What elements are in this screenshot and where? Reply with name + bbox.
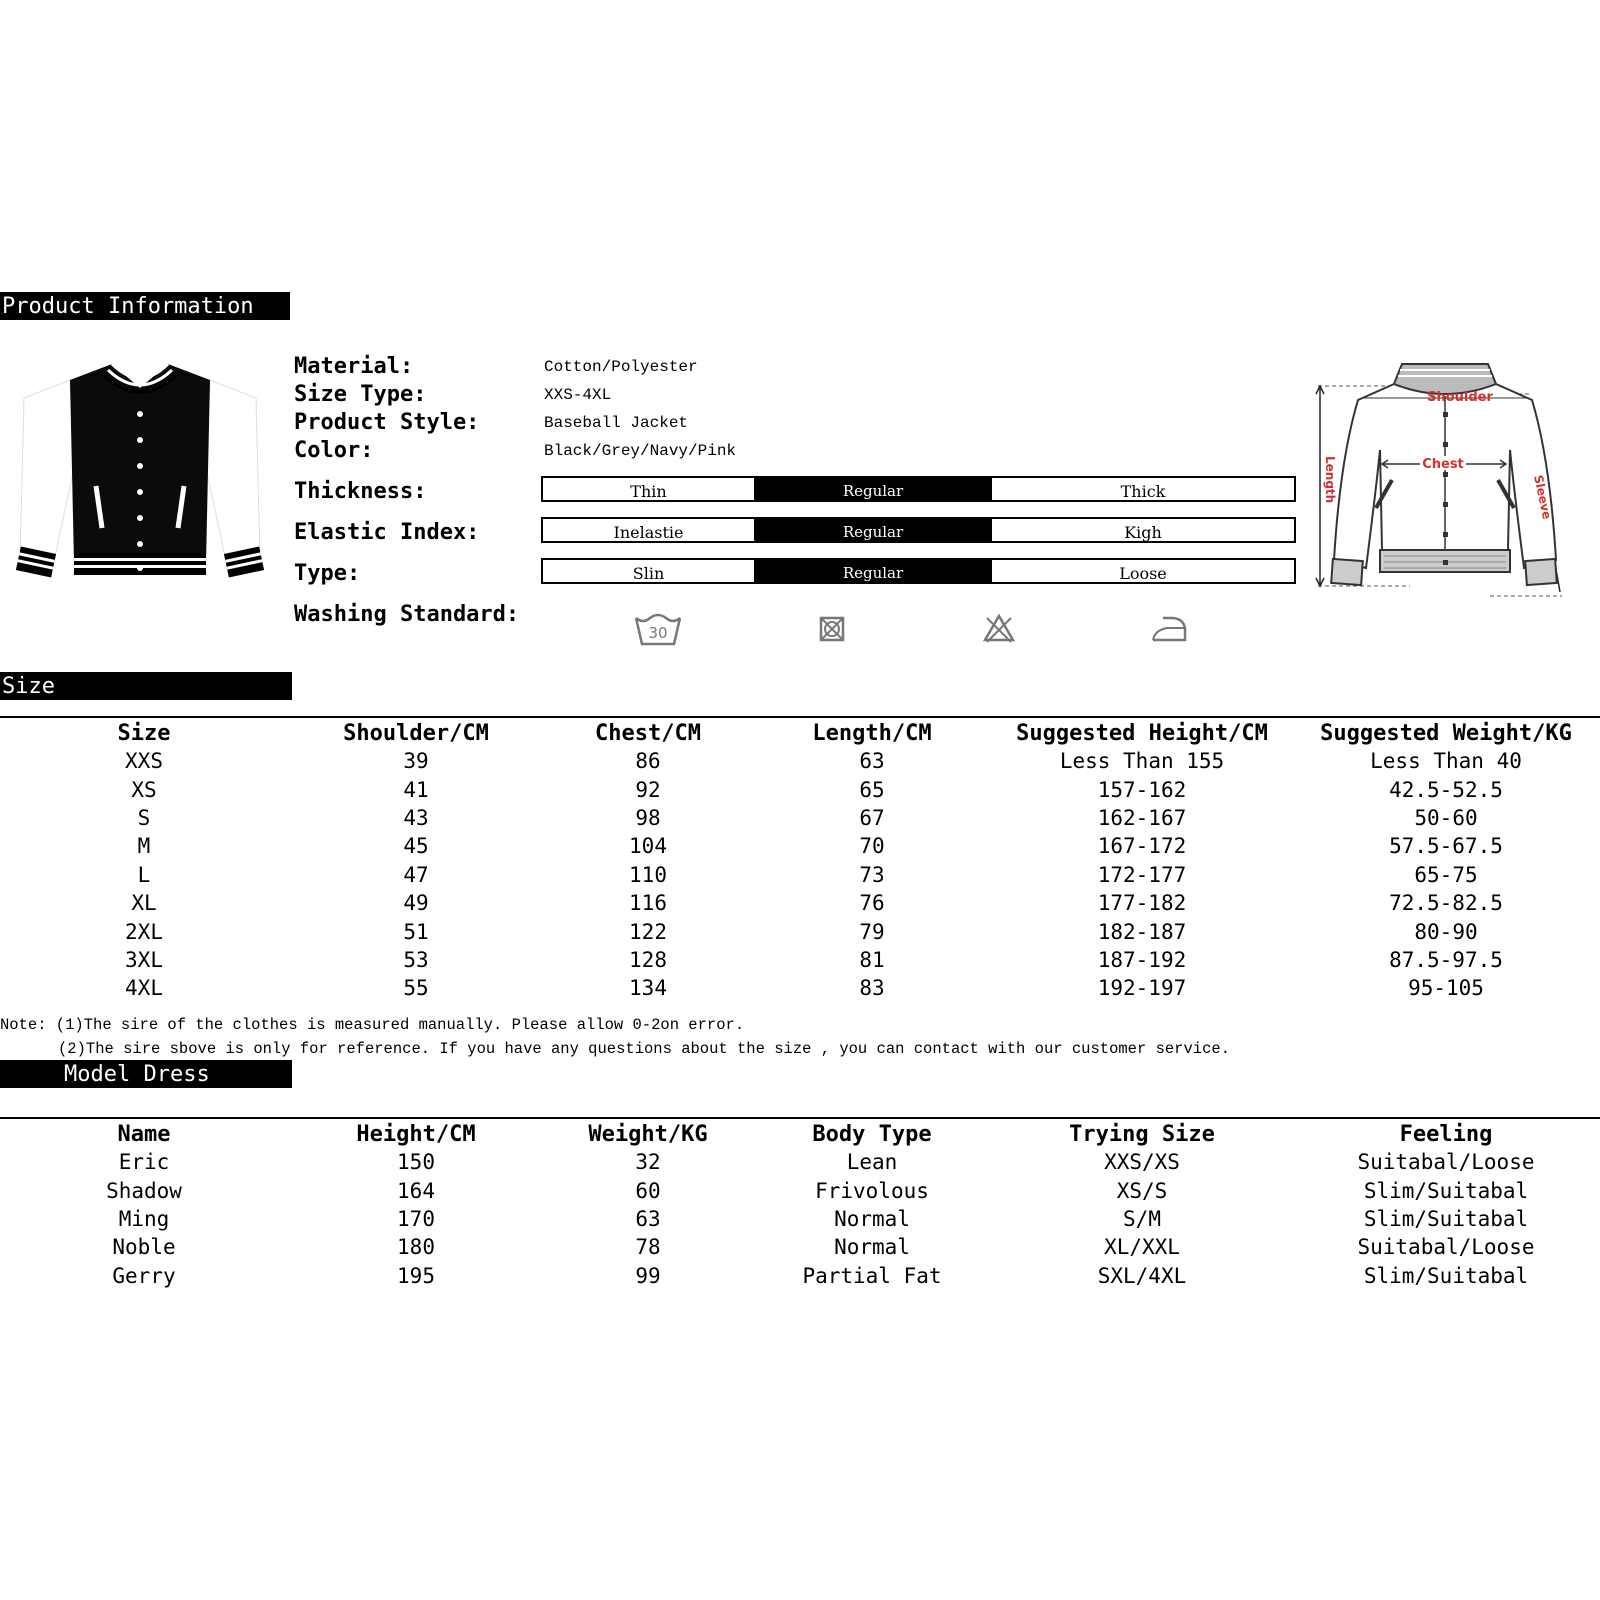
iron-icon	[1145, 608, 1193, 648]
type-scale	[541, 558, 1296, 584]
cell: 4XL	[125, 976, 163, 1001]
cell: XS/S	[1116, 1178, 1168, 1203]
elastic-option: Kigh	[1124, 522, 1162, 542]
color-value: Black/Grey/Navy/Pink	[544, 442, 737, 460]
column-header: Height/CM	[356, 1121, 476, 1147]
cell: Shadow	[106, 1178, 182, 1203]
cell: 39	[403, 749, 429, 774]
cell: 57.5-67.5	[1389, 834, 1503, 859]
cell: S	[137, 805, 151, 830]
no-bleach-icon	[975, 608, 1023, 648]
cell: XXS/XS	[1104, 1150, 1180, 1175]
cell: 70	[859, 834, 885, 859]
cell: 2XL	[125, 919, 163, 944]
cell: 157-162	[1097, 777, 1187, 802]
size-type-label: Size Type:	[294, 382, 427, 407]
cell: Slim/Suitabal	[1363, 1206, 1529, 1231]
cell: 65-75	[1414, 862, 1478, 887]
cell: Suitabal/Loose	[1357, 1235, 1535, 1260]
cell: 67	[859, 805, 885, 830]
cell: 192-197	[1097, 976, 1187, 1001]
cell: 41	[403, 777, 429, 802]
cell: 65	[859, 777, 885, 802]
model-table	[0, 1120, 1600, 1290]
column-header: Body Type	[812, 1121, 932, 1147]
wash-30-icon	[634, 608, 682, 648]
cell: 187-192	[1097, 947, 1187, 972]
cell: 81	[859, 947, 885, 972]
cell: 177-182	[1097, 891, 1187, 916]
material-value: Cotton/Polyester	[544, 358, 698, 376]
svg-text:Sleeve: Sleeve	[1531, 473, 1555, 521]
cell: 49	[403, 891, 429, 916]
cell: 172-177	[1097, 862, 1187, 887]
elastic-option-selected: Regular	[754, 519, 992, 541]
cell: 164	[397, 1178, 435, 1203]
cell: 116	[629, 891, 667, 916]
cell: 98	[635, 805, 661, 830]
product-style-label: Product Style:	[294, 410, 480, 435]
cell: 99	[635, 1263, 661, 1288]
cell: 182-187	[1097, 919, 1187, 944]
table-row	[0, 804, 1600, 832]
cell: XS	[131, 777, 157, 802]
cell: Suitabal/Loose	[1357, 1150, 1535, 1175]
cell: M	[137, 834, 151, 859]
table-row	[0, 974, 1600, 1002]
size-type-value: XXS-4XL	[544, 386, 612, 404]
cell: 45	[403, 834, 429, 859]
elastic-index-label: Elastic Index:	[294, 520, 480, 545]
table-row	[0, 775, 1600, 803]
cell: XL	[131, 891, 157, 916]
table-row	[0, 1262, 1600, 1290]
cell: 55	[403, 976, 429, 1001]
cell: Ming	[118, 1206, 170, 1231]
cell: 47	[403, 862, 429, 887]
washing-standard-label: Washing Standard:	[294, 602, 520, 627]
cell: 95-105	[1408, 976, 1484, 1001]
elastic-scale	[541, 517, 1296, 543]
svg-text:Length: Length	[1323, 456, 1337, 504]
cell: 128	[629, 947, 667, 972]
cell: SXL/4XL	[1097, 1263, 1187, 1288]
type-option-selected: Regular	[754, 560, 992, 582]
svg-text:Chest: Chest	[1422, 457, 1464, 472]
product-style-value: Baseball Jacket	[544, 414, 689, 432]
column-header: Length/CM	[812, 720, 932, 746]
table-row	[0, 861, 1600, 889]
thickness-scale	[541, 476, 1296, 502]
cell: 53	[403, 947, 429, 972]
cell: L	[137, 862, 151, 887]
table-row	[0, 917, 1600, 945]
cell: 32	[635, 1150, 661, 1175]
cell: 134	[629, 976, 667, 1001]
cell: 51	[403, 919, 429, 944]
column-header: Name	[117, 1121, 171, 1147]
cell: Frivolous	[815, 1178, 929, 1203]
cell: 60	[635, 1178, 661, 1203]
table-row	[0, 747, 1600, 775]
size-note-2: (2)The sire sbove is only for reference. If you have any questions about the size , you can contact with our customer service.	[58, 1040, 1230, 1058]
size-table-header	[0, 719, 1600, 747]
cell: 180	[397, 1235, 435, 1260]
column-header: Suggested Weight/KG	[1320, 720, 1572, 746]
model-table-header	[0, 1120, 1600, 1148]
color-label: Color:	[294, 438, 374, 463]
cell: XXS	[125, 749, 163, 774]
cell: 87.5-97.5	[1389, 947, 1503, 972]
cell: Less Than 155	[1059, 749, 1225, 774]
table-row	[0, 1148, 1600, 1176]
material-label: Material:	[294, 354, 414, 379]
table-row	[0, 1205, 1600, 1233]
cell: 170	[397, 1206, 435, 1231]
svg-text:Shoulder: Shoulder	[1427, 390, 1493, 405]
cell: 42.5-52.5	[1389, 777, 1503, 802]
svg-text:30: 30	[648, 624, 668, 642]
cell: Lean	[846, 1150, 898, 1175]
cell: 167-172	[1097, 834, 1187, 859]
table-row	[0, 889, 1600, 917]
column-header: Shoulder/CM	[343, 720, 489, 746]
cell: 78	[635, 1235, 661, 1260]
cell: 110	[629, 862, 667, 887]
size-table	[0, 719, 1600, 1003]
column-header: Weight/KG	[588, 1121, 708, 1147]
cell: 86	[635, 749, 661, 774]
cell: 50-60	[1414, 805, 1478, 830]
no-tumble-dry-icon	[807, 608, 855, 648]
cell: 3XL	[125, 947, 163, 972]
cell: Eric	[118, 1150, 170, 1175]
cell: 43	[403, 805, 429, 830]
cell: Normal	[834, 1235, 910, 1260]
measurement-diagram	[1300, 360, 1590, 620]
cell: 76	[859, 891, 885, 916]
type-option: Slin	[632, 563, 665, 583]
cell: Slim/Suitabal	[1363, 1263, 1529, 1288]
column-header: Size	[117, 720, 171, 746]
table-row	[0, 946, 1600, 974]
cell: 104	[629, 834, 667, 859]
cell: 63	[859, 749, 885, 774]
cell: Gerry	[112, 1263, 176, 1288]
table-row	[0, 832, 1600, 860]
cell: 72.5-82.5	[1389, 891, 1503, 916]
cell: 122	[629, 919, 667, 944]
column-header: Feeling	[1399, 1121, 1493, 1147]
cell: Less Than 40	[1370, 749, 1522, 774]
cell: Slim/Suitabal	[1363, 1178, 1529, 1203]
size-header: Size	[0, 672, 292, 700]
cell: Noble	[112, 1235, 176, 1260]
product-info-header: Product Information	[0, 292, 290, 320]
thickness-option: Thin	[630, 481, 667, 501]
table-row	[0, 1233, 1600, 1261]
cell: 162-167	[1097, 805, 1187, 830]
cell: 73	[859, 862, 885, 887]
cell: Normal	[834, 1206, 910, 1231]
cell: XL/XXL	[1104, 1235, 1180, 1260]
thickness-label: Thickness:	[294, 479, 427, 504]
type-option: Loose	[1119, 563, 1167, 583]
jacket-photo	[12, 358, 268, 598]
size-table-rule	[0, 716, 1600, 718]
model-table-rule	[0, 1117, 1600, 1119]
cell: 92	[635, 777, 661, 802]
thickness-option-selected: Regular	[754, 478, 992, 500]
cell: 63	[635, 1206, 661, 1231]
elastic-option: Inelastie	[613, 522, 684, 542]
table-row	[0, 1176, 1600, 1204]
size-note-1: Note: (1)The sire of the clothes is measured manually. Please allow 0-2on error.	[0, 1016, 745, 1034]
cell: 79	[859, 919, 885, 944]
type-label: Type:	[294, 561, 361, 586]
cell: Partial Fat	[802, 1263, 942, 1288]
model-dress-header: Model Dress	[0, 1060, 292, 1088]
column-header: Suggested Height/CM	[1016, 720, 1268, 746]
cell: 195	[397, 1263, 435, 1288]
column-header: Trying Size	[1069, 1121, 1215, 1147]
cell: S/M	[1123, 1206, 1161, 1231]
cell: 83	[859, 976, 885, 1001]
thickness-option: Thick	[1120, 481, 1166, 501]
column-header: Chest/CM	[595, 720, 701, 746]
cell: 150	[397, 1150, 435, 1175]
cell: 80-90	[1414, 919, 1478, 944]
